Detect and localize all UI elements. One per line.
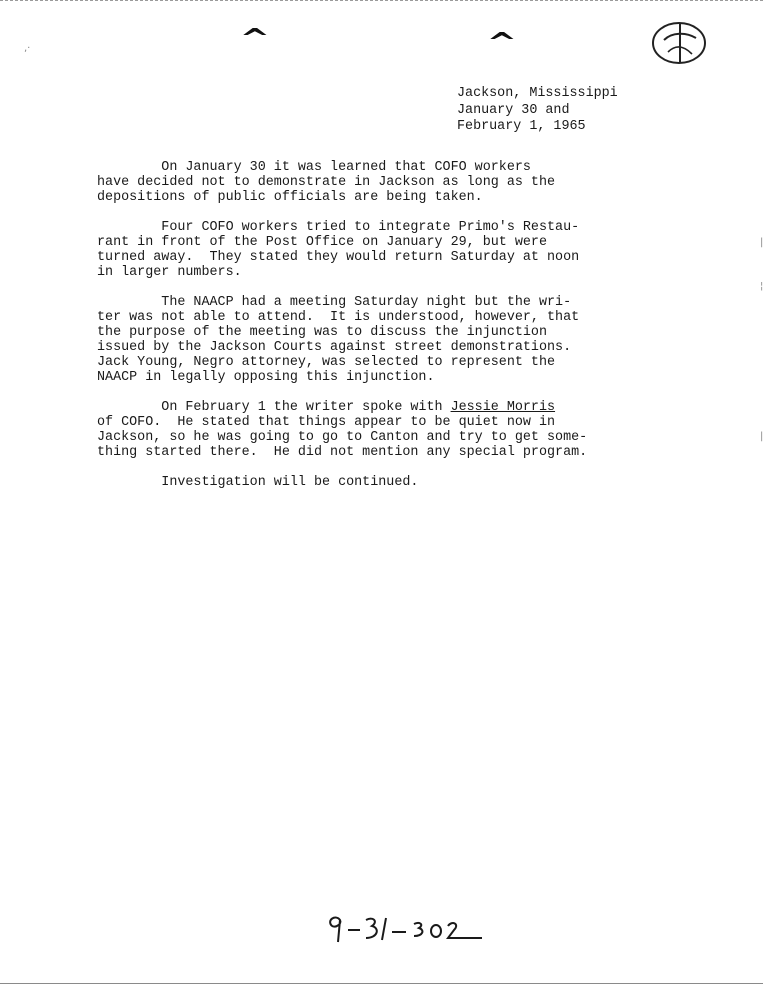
text-line: thing started there. He did not mention any special program.	[97, 445, 588, 460]
bottom-edge-line	[0, 983, 763, 985]
text-line: Jack Young, Negro attorney, was selected to represent the	[97, 355, 556, 370]
paragraph-5	[97, 475, 677, 490]
paragraph-3	[97, 295, 677, 385]
margin-speck: |	[760, 237, 763, 248]
text-line: turned away. They stated they would return Saturday at noon	[97, 250, 580, 265]
margin-speck: ¦	[760, 281, 763, 292]
circled-cross-stamp-icon	[650, 18, 710, 68]
report-body	[97, 160, 677, 505]
dateline-location: Jackson, Mississippi	[457, 86, 618, 101]
text-line: have decided not to demonstrate in Jackson as long as the	[97, 175, 556, 190]
paragraph-2	[97, 220, 677, 280]
text-line: NAACP in legally opposing this injunction.	[97, 370, 435, 385]
dateline-block	[457, 86, 618, 136]
text-line: The NAACP had a meeting Saturday night but the wri-	[97, 295, 572, 310]
top-edge-line	[0, 0, 763, 2]
paragraph-4	[97, 400, 677, 460]
underlined-name: Jessie Morris	[450, 400, 556, 415]
text-line: Investigation will be continued.	[97, 475, 419, 490]
text-line: Jackson, so he was going to go to Canton and try to get some-	[97, 430, 588, 445]
paragraph-1	[97, 160, 677, 205]
text-line: depositions of public officials are being taken.	[97, 190, 483, 205]
punch-mark-left: ^	[239, 24, 271, 54]
text-line: the purpose of the meeting was to discuss the injunction	[97, 325, 547, 340]
handwritten-file-number	[322, 912, 502, 952]
margin-speck: ,·	[24, 43, 31, 54]
text-line: ter was not able to attend. It is understood, however, that	[97, 310, 580, 325]
dateline-date-2: February 1, 1965	[457, 119, 586, 134]
punch-mark-right: ^	[486, 28, 518, 58]
text-line: of COFO. He stated that things appear to be quiet now in	[97, 415, 556, 430]
text-line: Four COFO workers tried to integrate Primo's Restau-	[97, 220, 580, 235]
margin-speck: |	[760, 431, 763, 442]
text-line: issued by the Jackson Courts against street demonstrations.	[97, 340, 572, 355]
text-line: On February 1 the writer spoke with	[97, 400, 451, 415]
text-line: in larger numbers.	[97, 265, 242, 280]
dateline-date-1: January 30 and	[457, 102, 570, 118]
text-line: rant in front of the Post Office on January 29, but were	[97, 235, 547, 250]
text-line: On January 30 it was learned that COFO workers	[97, 160, 531, 175]
